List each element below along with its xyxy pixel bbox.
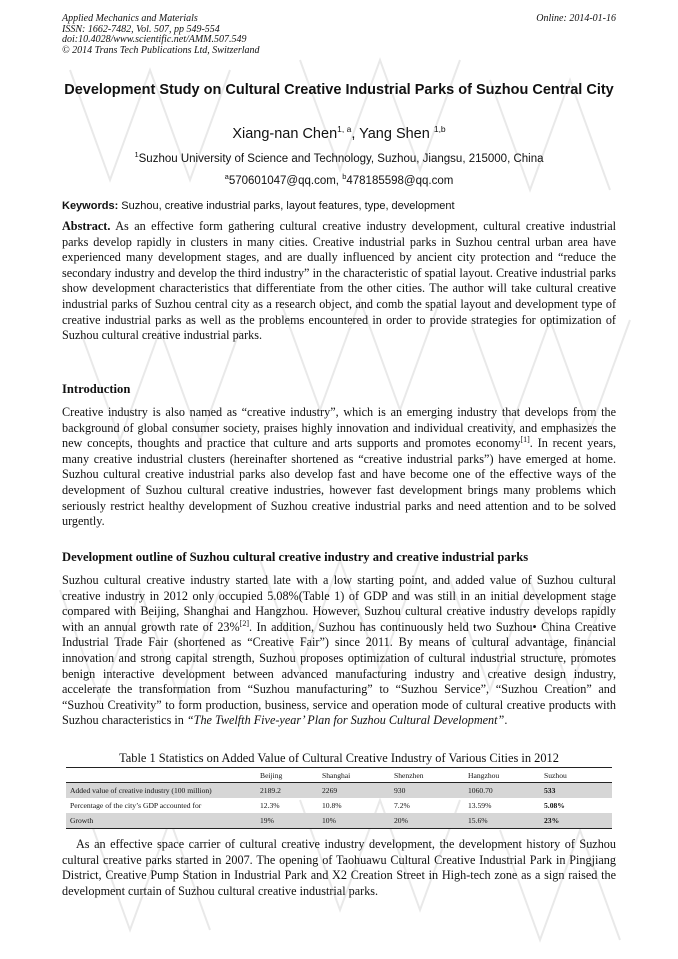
table-row	[66, 813, 612, 829]
table-header-cell: Beijing	[256, 768, 318, 783]
table-cell: 5.08%	[544, 801, 565, 810]
paper-title: Development Study on Cultural Creative Industrial Parks of Suzhou Central City	[64, 82, 614, 98]
issn-line: ISSN: 1662-7482, Vol. 507, pp 549-554	[62, 23, 220, 35]
table-header-cell: Shanghai	[318, 768, 390, 783]
abstract-label: Abstract.	[62, 219, 111, 233]
table-cell: 23%	[540, 813, 612, 829]
author-separator: ,	[351, 125, 360, 142]
copyright-line: © 2014 Trans Tech Publications Ltd, Switzerland	[62, 44, 260, 56]
table-header-cell	[66, 768, 256, 783]
closing-paragraph: As an effective space carrier of cultural creative industry development, the development history of Suzhou cultural creative parks started in 2007. The opening of Taohuawu Cultural Creative Industrial Park in Pingjiang District, Creative Pump Station in Industrial Park and X2 Creation Street in High-tech zone as a sign raised the development curtain of Suzhou cultural creative industrial parks.	[62, 837, 616, 898]
table-cell: 10%	[318, 813, 390, 829]
table-cell: 930	[390, 783, 464, 799]
statistics-table	[66, 767, 612, 829]
table-header-cell: Hangzhou	[464, 768, 540, 783]
citation-1: [1]	[520, 435, 530, 445]
author-2: Yang Shen	[359, 125, 434, 142]
email-a: 570601047@qq.com,	[228, 174, 343, 187]
table-caption: Table 1 Statistics on Added Value of Cultural Creative Industry of Various Cities in 2012	[119, 751, 559, 765]
author-2-affil: 1,b	[433, 124, 446, 134]
table-row	[66, 783, 612, 799]
table-cell: 7.2%	[394, 801, 410, 810]
plan-title: “The Twelfth Five-year’ Plan for Suzhou Cultural Development”	[186, 713, 505, 728]
section-heading-outline: Development outline of Suzhou cultural creative industry and creative industrial parks	[62, 550, 529, 564]
journal-name: Applied Mechanics and Materials	[62, 13, 198, 24]
table-cell: 10.8%	[322, 801, 342, 810]
abstract-text: As an effective form gathering cultural creative industry development, cultural creative industrial parks develop rapidly in clusters in many cities. Creative industrial parks in Suzhou central urban area have experienced many development stages, and are dually influenced by ancient city protection and “reduce the secondary industry and develop the third industry” in the characteristic of spatial layout. Creative industrial parks show development characteristics that differentiate from the other cities. The author will take cultural creative industrial parks of Suzhou central city as a research object, and comb the spatial layout and development type of creative industrial parks as well as the problems encountered in order to provide strategies for optimization of Suzhou cultural creative industrial parks.	[62, 219, 616, 343]
affiliation	[62, 150, 616, 165]
table-cell: 15.6%	[464, 813, 540, 829]
table-cell: 20%	[390, 813, 464, 829]
outline-text-end: .	[504, 713, 508, 728]
doi-line: doi:10.4028/www.scientific.net/AMM.507.549	[62, 34, 247, 45]
email-a-marker: a	[224, 172, 229, 181]
affiliation-marker: 1	[134, 150, 139, 159]
affiliation-text: Suzhou University of Science and Technology, Suzhou, Jiangsu, 215000, China	[138, 152, 544, 165]
table-cell: Percentage of the city’s GDP accounted for	[70, 801, 202, 810]
table-cell: 2269	[318, 783, 390, 799]
email-b: 478185598@qq.com	[346, 174, 454, 187]
journal-header	[62, 14, 260, 56]
table-header-cell: Shenzhen	[390, 768, 464, 783]
table-cell: 13.59%	[468, 801, 492, 810]
online-date: Online: 2014-01-16	[536, 13, 616, 24]
table-row	[66, 798, 612, 813]
keywords-text: Suzhou, creative industrial parks, layout features, type, development	[118, 200, 455, 212]
table-cell: 19%	[256, 813, 318, 829]
email-b-marker: b	[342, 172, 347, 181]
section-heading-introduction: Introduction	[62, 382, 131, 396]
table-cell: 12.3%	[260, 801, 280, 810]
table-header-row	[66, 768, 612, 783]
table-cell: 1060.70	[464, 783, 540, 799]
abstract	[62, 219, 616, 344]
table-cell: 533	[540, 783, 612, 799]
author-line	[62, 124, 616, 142]
table-header-cell: Suzhou	[540, 768, 612, 783]
table-cell: Added value of creative industry (100 million)	[66, 783, 256, 799]
table-cell: 2189.2	[256, 783, 318, 799]
intro-text-2: . In recent years, many creative industrial clusters (hereinafter shortened as “creative industrial parks”) have emerged at home. Suzhou cultural creative industrial parks also develop fast and have become one of the effective ways of the development of Suzhou cultural creative industries, however fast development brings many problems which seriously restrict healthy development of Suzhou creative industrial parks and need attention and to be solved urgently.	[62, 436, 617, 529]
keywords	[62, 200, 616, 212]
author-1-affil: 1, a	[337, 124, 352, 134]
citation-2: [2]	[239, 618, 249, 628]
keywords-label: Keywords:	[62, 200, 119, 212]
introduction-paragraph	[62, 405, 616, 530]
outline-text-1: Suzhou cultural creative industry started late with a low starting point, and added value of Suzhou cultural creative industry in 2012 only occupied 5.08%(Table 1) of GDP and was still in an initial development stage compared with Beijing, Shanghai and Hangzhou. However, Suzhou cultural creative industry develops rapidly with an annual growth rate of 23%	[62, 573, 616, 634]
email-line	[62, 172, 616, 187]
table-cell: Growth	[66, 813, 256, 829]
outline-text-2: . In addition, Suzhou has continuously held two Suzhou• China Creative Industrial Trade Fair (shortened as “Creative Fair”) since 2011. By means of cultural advantage, financial innovation and strong capital strength, Suzhou proposes optimization of cultural industrial structure, promotes benign interactive development between advanced manufacturing industry and creative design industry, accelerate the transformation from “Suzhou manufacturing” to “Suzhou Service”, “Suzhou Creation” and “Suzhou Creativity” to form production, business, service and operation mode of cultural creative products with Suzhou characteristics in	[62, 619, 616, 728]
outline-paragraph	[62, 573, 616, 729]
author-1: Xiang-nan Chen	[232, 125, 338, 142]
intro-text-1: Creative industry is also named as “creative industry”, which is an emerging industry that develops from the background of global consumer society, praises highly innovation and individual creativity, and emphasizes the new concepts, thoughts and practice that culture and arts supports and promotes economy	[62, 405, 616, 451]
